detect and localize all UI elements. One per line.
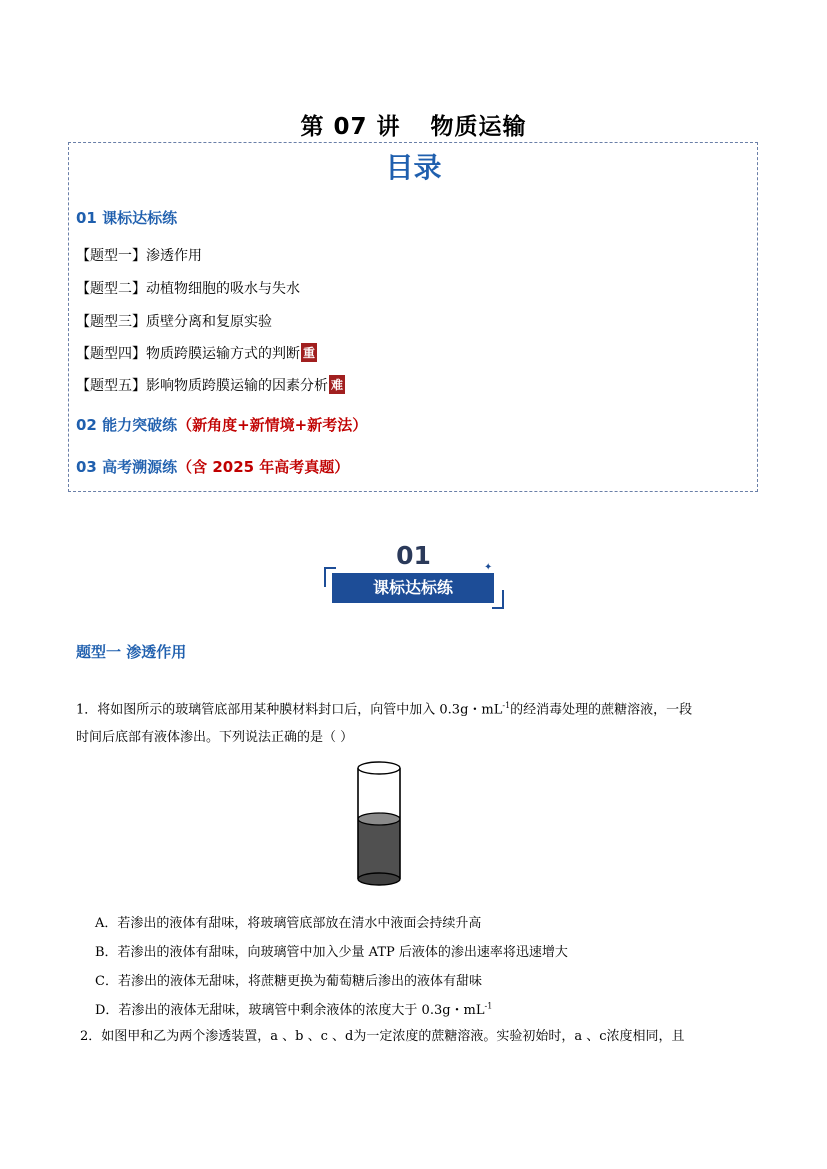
option-d: D．若渗出的液体无甜味，玻璃管中剩余液体的浓度大于 0.3g・$mL^{-1}$ (95, 1001, 493, 1018)
toc-heading: 目录 (385, 151, 442, 184)
toc-section-2[interactable] (76, 414, 367, 435)
option-a: A．若渗出的液体有甜味，将玻璃管底部放在清水中液面会持续升高 (95, 916, 482, 931)
toc-item-4[interactable] (76, 343, 317, 363)
toc-section-2-label: 02 能力突破练 (76, 416, 178, 434)
toc-item-label: 【题型一】渗透作用 (76, 248, 202, 264)
banner-label: 课标达标练 (332, 573, 494, 603)
type-title: 题型一 渗透作用 (76, 643, 187, 661)
toc-section-1[interactable]: 01 课标达标练 (76, 209, 178, 227)
option-c: C．若渗出的液体无甜味，将蔗糖更换为葡萄糖后渗出的液体有甜味 (95, 974, 482, 989)
sparkle-icon: ✦ (484, 562, 493, 573)
toc-item-label: 【题型三】质壁分离和复原实验 (76, 314, 272, 330)
toc-section-3[interactable] (76, 456, 349, 477)
toc-item-1[interactable] (76, 245, 202, 265)
toc-item-2[interactable] (76, 278, 300, 298)
toc-item-label: 【题型五】影响物质跨膜运输的因素分析 (76, 378, 328, 394)
question-1-line-2: 时间后底部有液体渗出。下列说法正确的是（ ） (76, 730, 354, 746)
title-part1: 第 07 讲 (300, 114, 401, 140)
key-badge: 重 (301, 343, 317, 362)
toc-item-label: 【题型四】物质跨膜运输方式的判断 (76, 346, 300, 362)
toc-item-3[interactable] (76, 311, 272, 331)
question-2: 2．如图甲和乙为两个渗透装置，a 、b 、c 、d为一定浓度的蔗糖溶液。实验初始时，a 、c浓度相同，且 (80, 1029, 685, 1044)
toc-item-label: 【题型二】动植物细胞的吸水与失水 (76, 281, 300, 297)
page-title (0, 108, 827, 141)
toc-item-5[interactable] (76, 375, 345, 395)
toc-section-2-note: （新角度+新情境+新考法） (177, 416, 368, 434)
toc-section-3-note: （含 2025 年高考真题） (177, 458, 350, 476)
hard-badge: 难 (329, 375, 345, 394)
toc-section-3-label: 03 高考溯源练 (76, 458, 178, 476)
question-1 (76, 692, 756, 752)
question-1-line-1: 1．将如图所示的玻璃管底部用某种膜材料封口后，向管中加入 0.3g・$mL^{-1}$的经消毒处理的蔗糖溶液，一段 (76, 701, 693, 718)
option-b: B．若渗出的液体有甜味，向玻璃管中加入少量 ATP 后液体的渗出速率将迅速增大 (95, 945, 568, 960)
banner-number: 01 (396, 541, 431, 570)
glass-tube-figure (350, 757, 410, 892)
title-part2: 物质运输 (430, 114, 527, 140)
